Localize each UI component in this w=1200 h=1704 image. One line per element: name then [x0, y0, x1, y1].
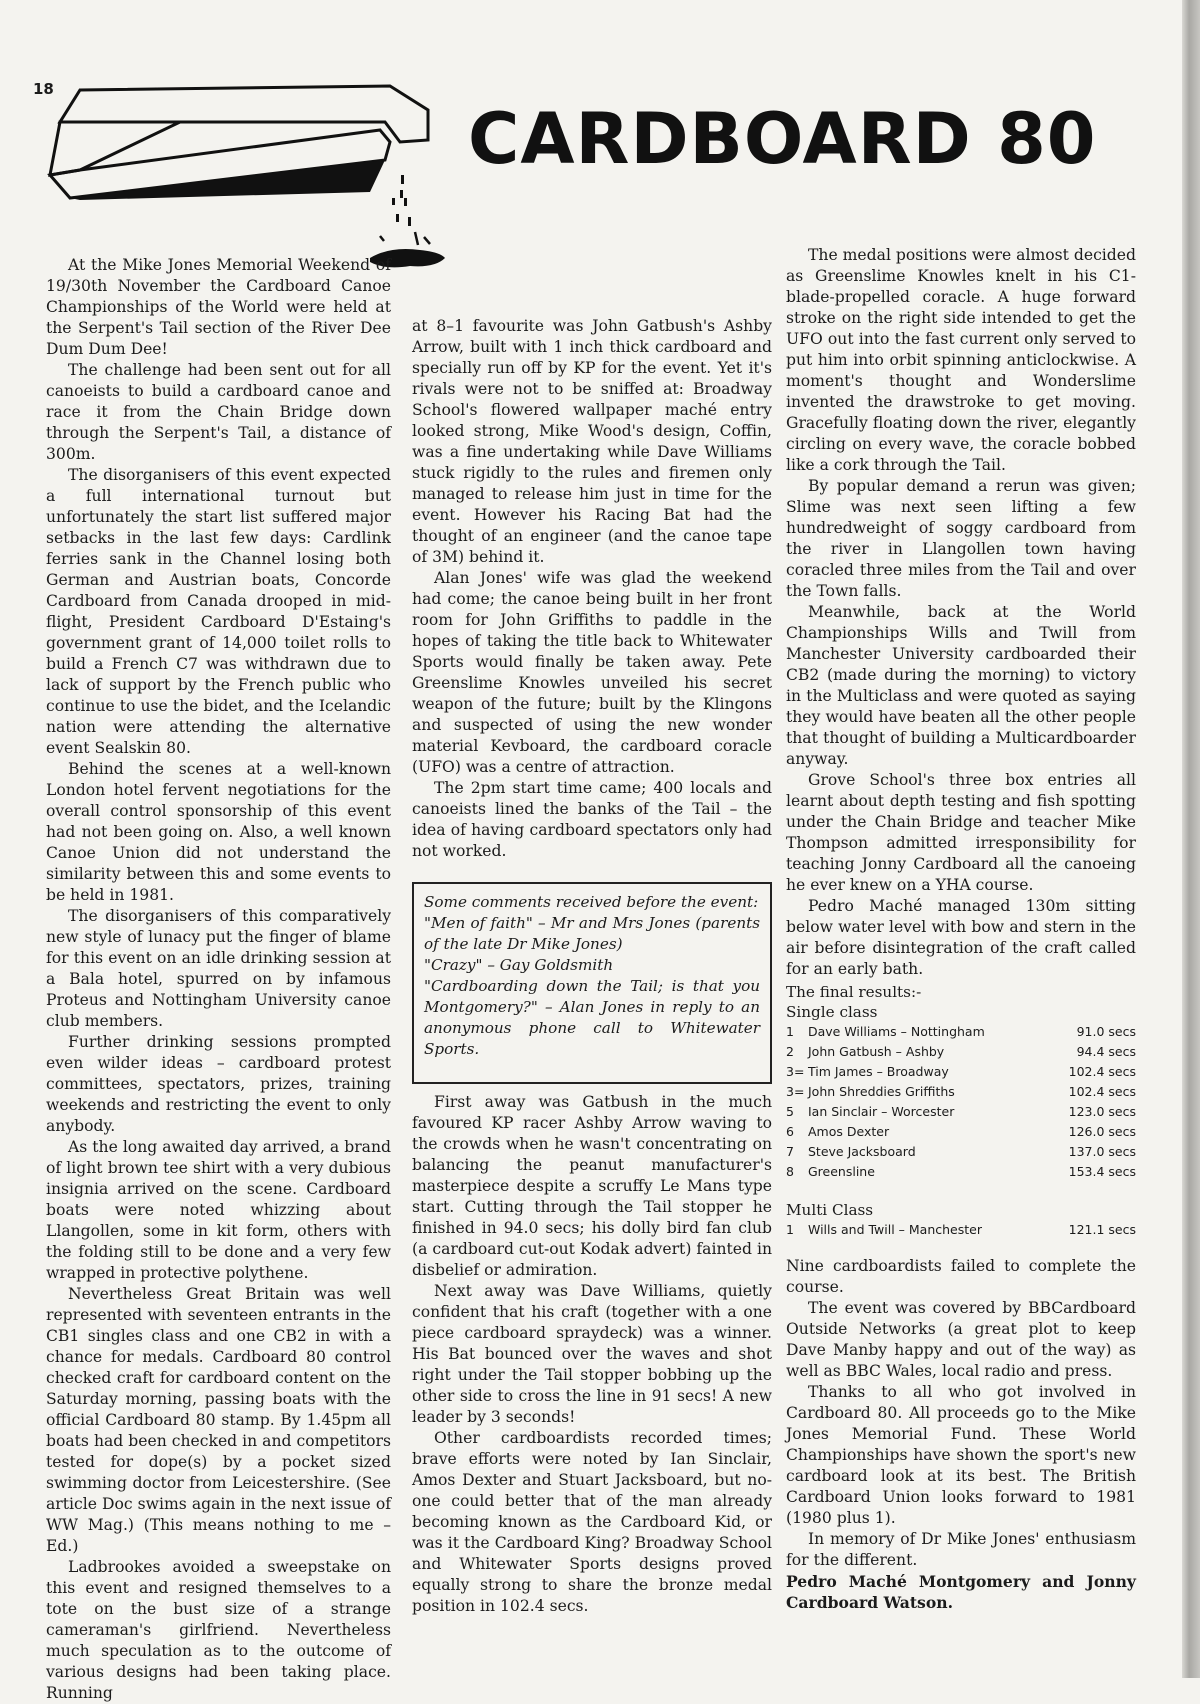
paragraph: Other cardboardists recorded times; brave efforts were noted by Ian Sinclair, Amos Dexter and Stuart Jacksboard, but no-one could better that of the man already becoming known as the Cardboard Kid, or was it the Cardboard King? Broadway School and Whitewater Sports designs proved equally strong to share the bronze medal position in 102.4 secs.: [412, 1429, 772, 1615]
result-name: Amos Dexter: [808, 1124, 890, 1139]
result-name: Steve Jacksboard: [808, 1144, 916, 1159]
paragraph: at 8–1 favourite was John Gatbush's Ashby Arrow, built with 1 inch thick cardboard and specially run off by KP for the event. Yet it's rivals were not to be sniffed at: Broadway School's flowered wallpaper maché entry looked strong, Mike Wood's design, Coffin, was a fine undertaking while Dave Williams stuck rigidly to the rules and firemen only managed to release him just in time for the event. However his Racing Bat had the thought of an engineer (and the canoe tape of 3M) behind it.: [412, 317, 772, 566]
results-table: [786, 982, 1136, 1256]
result-row: [786, 1102, 1136, 1122]
column-2-bottom: [412, 1092, 772, 1617]
result-time: 126.0 secs: [1068, 1124, 1136, 1139]
result-name: Tim James – Broadway: [808, 1064, 949, 1079]
single-class-label: Single class: [786, 1003, 878, 1021]
result-time: 91.0 secs: [1076, 1024, 1136, 1039]
result-row: [786, 1142, 1136, 1162]
result-row: [786, 1162, 1136, 1182]
result-row: [786, 1220, 1136, 1240]
box-intro: Some comments received before the event:: [424, 893, 759, 911]
paragraph: Meanwhile, back at the World Championships Wills and Twill from Manchester University cardboarded their CB2 (made during the morning) to victory in the Multiclass and were quoted as saying they would have beaten all the other people that thought of building a Multicardboarder anyway.: [786, 603, 1136, 768]
result-pos: 1: [786, 1024, 794, 1039]
result-name: John Shreddies Griffiths: [808, 1084, 955, 1099]
box-quote: "Cardboarding down the Tail; is that you Montgomery?" – Alan Jones in reply to an anonymous phone call to Whitewater Sports.: [424, 977, 760, 1058]
column-3: [786, 245, 1136, 1613]
result-pos: 7: [786, 1144, 794, 1159]
result-row: [786, 1042, 1136, 1062]
paragraph: Ladbrookes avoided a sweepstake on this event and resigned themselves to a tote on the bust size of a strange cameraman's girlfriend. Nevertheless much speculation as to the outcome of various designs had been taking place. Running: [46, 1558, 391, 1702]
page-edge-shadow: [1182, 0, 1200, 1678]
paragraph: Thanks to all who got involved in Cardboard 80. All proceeds go to the Mike Jones Memorial Fund. These World Championships have shown the sport's new cardboard look at its best. The British Cardboard Union looks forward to 1981 (1980 plus 1).: [786, 1383, 1136, 1527]
multi-class-label: Multi Class: [786, 1201, 874, 1219]
page-number: 18: [33, 80, 54, 98]
paragraph: In memory of Dr Mike Jones' enthusiasm for the different.: [786, 1530, 1136, 1569]
result-name: Greensline: [808, 1164, 875, 1179]
paragraph: The medal positions were almost decided as Greenslime Knowles knelt in his C1-blade-propelled coracle. A huge forward stroke on the right side intended to get the UFO out into the fast current only served to put him into orbit spinning anticlockwise. A moment's thought and Wonderslime invented the drawstroke to get moving. Gracefully floating down the river, elegantly circling on every wave, the coracle bobbed like a cork through the Tail.: [786, 246, 1136, 474]
paragraph: First away was Gatbush in the much favoured KP racer Ashby Arrow waving to the crowds when he wasn't concentrating on balancing the peanut manufacturer's masterpiece despite a scruffy Le Mans type start. Cutting through the Tail stopper he finished in 94.0 secs; his dolly bird fan club (a cardboard cut-out Kodak advert) fainted in disbelief or admiration.: [412, 1093, 772, 1279]
paragraph: By popular demand a rerun was given; Slime was next seen lifting a few hundredweight of soggy cardboard from the river in Llangollen town having coracled three miles from the Tail and over the Town falls.: [786, 477, 1136, 600]
paragraph: Pedro Maché managed 130m sitting below water level with bow and stern in the air before disintegration of the craft called for an early bath.: [786, 897, 1136, 978]
paragraph: Grove School's three box entries all learnt about depth testing and fish spotting under the Chain Bridge and teacher Mike Thompson admitted irresponsibility for teaching Jonny Cardboard all the canoeing he ever knew on a YHA course.: [786, 771, 1136, 894]
result-row: [786, 1062, 1136, 1082]
paragraph: At the Mike Jones Memorial Weekend of 19/30th November the Cardboard Canoe Championships of the World were held at the Serpent's Tail section of the River Dee Dum Dum Dee!: [46, 256, 391, 358]
result-pos: 1: [786, 1222, 794, 1237]
paragraph: Nevertheless Great Britain was well represented with seventeen entrants in the CB1 singles class and one CB2 in with a chance for medals. Cardboard 80 control checked craft for cardboard content on the Saturday morning, passing boats with the official Cardboard 80 stamp. By 1.45pm all boats had been checked in and competitors tested for dope(s) by a pocket sized swimming doctor from Leicestershire. (See article Doc swims again in the next issue of WW Mag.) (This means nothing to me – Ed.): [46, 1285, 391, 1555]
paragraph: Next away was Dave Williams, quietly confident that his craft (together with a one piece cardboard spraydeck) was a winner. His Bat bounced over the waves and shot right under the Tail stopper bobbing up the other side to cross the line in 91 secs! A new leader by 3 seconds!: [412, 1282, 772, 1426]
result-name: Wills and Twill – Manchester: [808, 1222, 982, 1237]
box-quote: "Men of faith" – Mr and Mrs Jones (parents of the late Dr Mike Jones): [424, 914, 760, 953]
comments-box: [412, 882, 772, 1084]
result-pos: 3=: [786, 1064, 805, 1079]
result-name: John Gatbush – Ashby: [808, 1044, 945, 1059]
result-time: 121.1 secs: [1068, 1222, 1136, 1237]
result-pos: 6: [786, 1124, 794, 1139]
result-time: 102.4 secs: [1068, 1064, 1136, 1079]
author-signature: Pedro Maché Montgomery and Jonny Cardboard Watson.: [786, 1572, 1136, 1612]
result-row: [786, 1082, 1136, 1102]
result-name: Dave Williams – Nottingham: [808, 1024, 985, 1039]
result-time: 94.4 secs: [1076, 1044, 1136, 1059]
paragraph: As the long awaited day arrived, a brand of light brown tee shirt with a very dubious insignia arrived on the scene. Cardboard boats were noted whizzing about Llangollen, some in kit form, others with the folding still to be done and a very few wrapped in protective polythene.: [46, 1138, 391, 1282]
article-title: CARDBOARD 80: [468, 98, 1097, 180]
paragraph: Further drinking sessions prompted even wilder ideas – cardboard protest committees, spectators, prizes, training weekends and restricting the event to only anybody.: [46, 1033, 391, 1135]
paragraph: Behind the scenes at a well-known London hotel fervent negotiations for the overall control sponsorship of this event had not been going on. Also, a well known Canoe Union did not understand the similarity between this and some events to be held in 1981.: [46, 760, 391, 904]
result-name: Ian Sinclair – Worcester: [808, 1104, 955, 1119]
paragraph: The challenge had been sent out for all canoeists to build a cardboard canoe and race it from the Chain Bridge down through the Serpent's Tail, a distance of 300m.: [46, 361, 391, 463]
result-pos: 5: [786, 1104, 794, 1119]
column-2-top: [412, 316, 772, 862]
result-row: [786, 1022, 1136, 1042]
paragraph: The disorganisers of this comparatively new style of lunacy put the finger of blame for this event on an idle drinking session at a Bala hotel, spurred on by infamous Proteus and Nottingham University canoe club members.: [46, 907, 391, 1030]
paragraph: The disorganisers of this event expected a full international turnout but unfortunately the start list suffered major setbacks in the last few days: Cardlink ferries sank in the Channel losing both German and Austrian boats, Concorde Cardboard from Canada drooped in mid-flight, President Cardboard D'Estaing's government grant of 14,000 toilet rolls to build a French C7 was withdrawn due to lack of support by the French public who continue to use the bidet, and the Icelandic nation were attending the alternative event Sealskin 80.: [46, 466, 391, 757]
paragraph: Alan Jones' wife was glad the weekend had come; the canoe being built in her front room for John Griffiths to paddle in the hopes of taking the title back to Whitewater Sports would finally be taken away. Pete Greenslime Knowles unveiled his secret weapon of the future; built by the Klingons and suspected of using the new wonder material Kevboard, the cardboard coracle (UFO) was a centre of attraction.: [412, 569, 772, 776]
result-time: 153.4 secs: [1068, 1164, 1136, 1179]
result-time: 137.0 secs: [1068, 1144, 1136, 1159]
result-time: 102.4 secs: [1068, 1084, 1136, 1099]
result-time: 123.0 secs: [1068, 1104, 1136, 1119]
result-pos: 3=: [786, 1084, 805, 1099]
result-row: [786, 1122, 1136, 1142]
result-pos: 2: [786, 1044, 794, 1059]
column-1: [46, 255, 391, 1704]
paragraph: The event was covered by BBCardboard Outside Networks (a great plot to keep Dave Manby happy and out of the way) as well as BBC Wales, local radio and press.: [786, 1299, 1136, 1380]
paragraph: Nine cardboardists failed to complete the course.: [786, 1257, 1136, 1296]
results-heading: The final results:-: [786, 983, 922, 1001]
paragraph: The 2pm start time came; 400 locals and canoeists lined the banks of the Tail – the idea of having cardboard spectators only had not worked.: [412, 779, 772, 860]
box-quote: "Crazy" – Gay Goldsmith: [424, 956, 614, 974]
result-pos: 8: [786, 1164, 794, 1179]
